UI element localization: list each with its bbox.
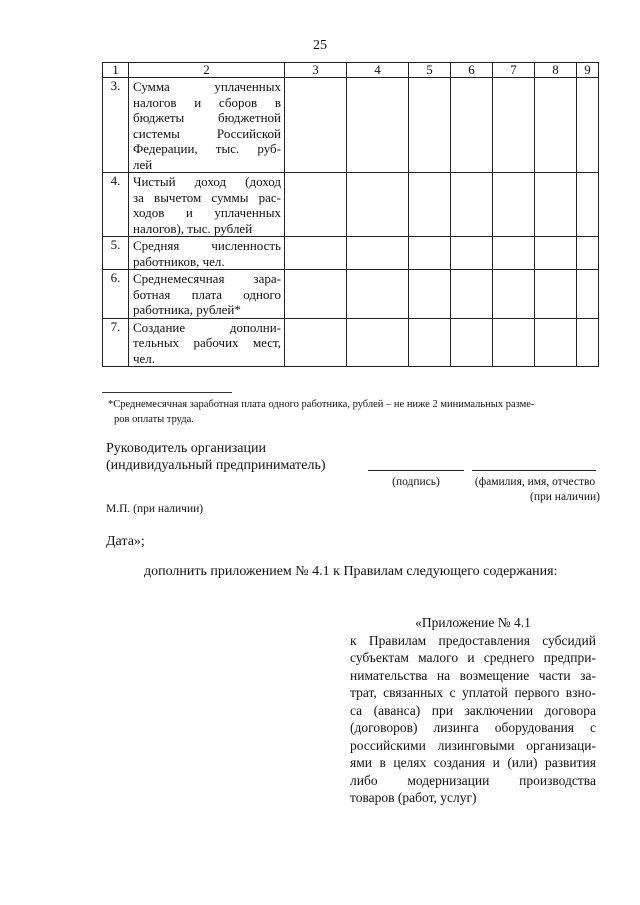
column-header: 5 xyxy=(409,63,451,78)
name-caption-note: (при наличии) xyxy=(530,491,600,503)
value-cell xyxy=(493,270,535,319)
value-cell xyxy=(451,173,493,237)
signature-line xyxy=(368,470,464,471)
value-cell xyxy=(409,78,451,173)
indicator-name-line: Создание дополни- xyxy=(133,319,281,335)
appendix-line: са (аванса) при заключении договора xyxy=(350,702,596,718)
indicator-name-line: Среднемесячная зара- xyxy=(133,271,281,286)
value-cell xyxy=(493,318,535,367)
indicator-name xyxy=(129,78,285,173)
value-cell xyxy=(577,237,599,270)
indicator-name xyxy=(129,173,285,237)
column-header: 7 xyxy=(493,63,535,78)
appendix-header xyxy=(350,614,596,807)
appendix-body xyxy=(350,632,596,807)
value-cell xyxy=(493,78,535,173)
table-row xyxy=(103,318,599,367)
value-cell xyxy=(451,318,493,367)
column-header: 8 xyxy=(535,63,577,78)
indicator-name xyxy=(129,318,285,367)
column-header: 3 xyxy=(285,63,347,78)
value-cell xyxy=(347,270,409,319)
value-cell xyxy=(347,78,409,173)
row-number: 6. xyxy=(103,270,129,319)
date-label: Дата»; xyxy=(106,534,145,549)
column-header: 9 xyxy=(577,63,599,78)
indicator-name-line: лей xyxy=(133,156,153,172)
footnote-rule xyxy=(102,392,232,393)
value-cell xyxy=(535,270,577,319)
value-cell xyxy=(285,173,347,237)
indicator-name-line: налогов), тыс. рублей xyxy=(133,220,253,236)
appendix-line: либо модернизации производства xyxy=(350,772,596,788)
column-header: 2 xyxy=(129,63,285,78)
appendix-line: (договоров) лизинга оборудования с xyxy=(350,720,596,735)
table-row xyxy=(103,173,599,237)
table-header-row xyxy=(103,63,599,78)
appendix-line: к Правилам предоставления субсидий xyxy=(350,632,596,648)
indicator-name-line: за вычетом суммы рас- xyxy=(133,189,281,205)
page-number: 25 xyxy=(313,38,327,53)
indicator-name xyxy=(129,237,285,270)
value-cell xyxy=(451,270,493,319)
value-cell xyxy=(535,237,577,270)
value-cell xyxy=(409,173,451,237)
indicators-table xyxy=(102,62,599,367)
value-cell xyxy=(535,318,577,367)
appendix-title: «Приложение № 4.1 xyxy=(415,615,531,630)
value-cell xyxy=(577,78,599,173)
appendix-line: ями в целях создания и (или) развития xyxy=(350,755,596,770)
appendix-line: трат, связанных с уплатой первого взно- xyxy=(350,685,596,700)
instruction-text: дополнить приложением № 4.1 к Правилам следующего содержания: xyxy=(144,564,558,579)
indicator-name-line: ходов и уплаченных xyxy=(133,205,281,220)
indicator-name xyxy=(129,270,285,319)
table-row xyxy=(103,237,599,270)
indicator-name-line: работников, чел. xyxy=(133,253,225,269)
indicator-name-line: Сумма уплаченных xyxy=(133,79,281,94)
value-cell xyxy=(409,318,451,367)
indicator-name-line: бюджеты бюджетной xyxy=(133,110,281,125)
row-number: 4. xyxy=(103,173,129,237)
appendix-line: нимательства на возмещение части за- xyxy=(350,667,596,683)
table-row xyxy=(103,78,599,173)
indicator-name-line: Федерации, тыс. руб- xyxy=(133,141,281,156)
value-cell xyxy=(493,173,535,237)
value-cell xyxy=(347,173,409,237)
value-cell xyxy=(285,270,347,319)
indicator-name-line: Чистый доход (доход xyxy=(133,174,281,189)
footnote-line: *Среднемесячная заработная плата одного работника, рублей – не ниже 2 минимальных разме- xyxy=(108,399,535,410)
head-title: Руководитель организации xyxy=(106,441,266,456)
column-header: 6 xyxy=(451,63,493,78)
value-cell xyxy=(493,237,535,270)
footnote xyxy=(108,397,600,427)
value-cell xyxy=(409,237,451,270)
value-cell xyxy=(577,173,599,237)
value-cell xyxy=(285,237,347,270)
table-row xyxy=(103,270,599,319)
indicator-name-line: чел. xyxy=(133,350,156,366)
value-cell xyxy=(285,78,347,173)
value-cell xyxy=(347,318,409,367)
value-cell xyxy=(285,318,347,367)
row-number: 3. xyxy=(103,78,129,173)
footnote-line: ров оплаты труда. xyxy=(114,414,194,425)
stamp-place: М.П. (при наличии) xyxy=(106,503,204,515)
value-cell xyxy=(451,237,493,270)
appendix-line: субъектам малого и среднего предпри- xyxy=(350,650,596,665)
row-number: 5. xyxy=(103,237,129,270)
value-cell xyxy=(451,78,493,173)
head-subtitle: (индивидуальный предприниматель) xyxy=(106,458,326,473)
indicator-name-line: работника, рублей* xyxy=(133,302,241,317)
indicator-name-line: системы Российской xyxy=(133,125,281,141)
appendix-line: российскими лизинговыми организаци- xyxy=(350,737,596,753)
indicator-name-line: налогов и сборов в xyxy=(133,94,281,110)
value-cell xyxy=(577,318,599,367)
column-header: 1 xyxy=(103,63,129,78)
value-cell xyxy=(347,237,409,270)
signature-caption: (подпись) xyxy=(392,476,440,488)
indicator-name-line: ботная плата одного xyxy=(133,286,281,302)
name-line xyxy=(472,470,596,471)
indicator-name-line: тельных рабочих мест, xyxy=(133,335,281,350)
name-caption: (фамилия, имя, отчество xyxy=(474,476,596,488)
value-cell xyxy=(409,270,451,319)
column-header: 4 xyxy=(347,63,409,78)
value-cell xyxy=(535,173,577,237)
row-number: 7. xyxy=(103,318,129,367)
value-cell xyxy=(535,78,577,173)
appendix-line: товаров (работ, услуг) xyxy=(350,790,477,805)
indicator-name-line: Средняя численность xyxy=(133,238,281,253)
value-cell xyxy=(577,270,599,319)
